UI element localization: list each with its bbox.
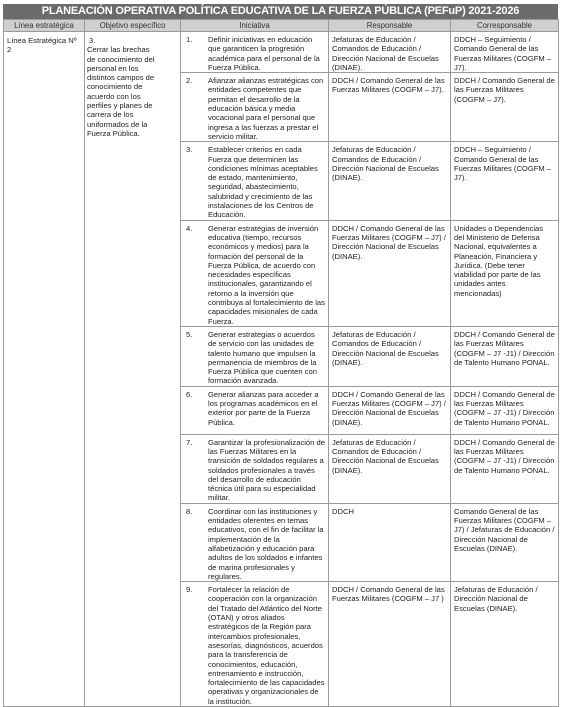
page-title: PLANEACIÓN OPERATIVA POLÍTICA EDUCATIVA DE LA FUERZA PÚBLICA (PEFuP) 2021-2026 <box>3 4 558 19</box>
corresponsable-cell: Comando General de las Fuerzas Militares (COGFM – J7) / Jefaturas de Educación / Dirección Nacional de Escuelas (DINAE). <box>451 503 559 581</box>
corresponsable-cell: Jefaturas de Educación / Dirección Nacional de Escuelas (DINAE). <box>451 582 559 707</box>
corresponsable-cell: DDCH / Comando General de las Fuerzas Militares (COGFM – J7 -J1) / Dirección de Talento Humano PONAL. <box>451 434 559 503</box>
iniciativa-cell <box>181 73 329 142</box>
iniciativa-cell <box>181 220 329 326</box>
iniciativa-text: Garantizar la profesionalización de las Fuerzas Militares en la transición de soldados regulares a soldados profesionales a través del desarrollo de educación técnica útil para su especialidad militar. <box>208 437 325 503</box>
header-linea-estrategica: Línea estratégica <box>4 20 85 32</box>
objetivo-cell <box>85 32 181 707</box>
iniciativa-text: Generar estrategias o acuerdos de servicio con las unidades de talento humano que impulsen la permanencia de miembros de la Fuerza Pública que cuenten con formación avanzada. <box>208 329 317 386</box>
iniciativa-number: 9. <box>186 585 193 595</box>
iniciativa-text: Fortalecer la relación de cooperación con la organización del Tratado del Atlántico del Norte (OTAN) y otros aliados estratégicos de la Región para intercambios profesionales, asesorías, diagnósticos, acuerdos para la transferencia de conocimientos, educación, entrenamiento e instrucción, fortalecimiento de las capacidades operativas y organizacionales de la institución. <box>208 585 325 706</box>
corresponsable-cell: DDCH / Comando General de las Fuerzas Militares (COGFM – J7 -J1) / Dirección de Talento Humano PONAL. <box>451 386 559 434</box>
table-row <box>4 32 559 73</box>
iniciativa-cell <box>181 582 329 707</box>
iniciativa-number: 7. <box>186 437 193 447</box>
linea-estrategica-cell: Línea Estratégica Nº 2 <box>4 32 85 707</box>
iniciativa-text: Generar estrategias de inversión educativa (tiempo, recursos económicos y medios) para la formación del personal de la Fuerza Pública, de acuerdo con necesidades específicas institucionales, garantizando el retorno a la inversión que contribuya al fortalecimiento de las capacidades misionales de cada Fuerza. <box>208 223 325 326</box>
iniciativa-number: 3. <box>186 145 193 155</box>
iniciativa-text: Coordinar con las instituciones y entidades oferentes en temas educativos, con el fin de facilitar la implementación de la alfabetización y educación para adultos de los soldados e infantes de marina profesionales y regulares. <box>208 506 324 581</box>
responsable-cell: Jefaturas de Educación / Comandos de Educación / Dirección Nacional de Escuelas (DINAE). <box>329 326 451 386</box>
header-corresponsable: Corresponsable <box>451 20 559 32</box>
responsable-cell: DDCH <box>329 503 451 581</box>
objetivo-text: Cerrar las brechas de conocimiento del personal en los distintos campos de conocimiento de acuerdo con los perfiles y planes de carrera de los uniformados de la Fuerza Pública. <box>87 45 155 138</box>
corresponsable-cell: DDCH – Seguimiento / Comando General de las Fuerzas Militares (COGFM – J7). <box>451 32 559 73</box>
responsable-cell: DDCH / Comando General de las Fuerzas Militares (COGFM – J7) / Dirección Nacional de Escuelas (DINAE). <box>329 386 451 434</box>
corresponsable-cell: DDCH / Comando General de las Fuerzas Militares (COGFM – J7 -J1) / Dirección de Talento Humano PONAL. <box>451 326 559 386</box>
iniciativa-cell <box>181 434 329 503</box>
header-objetivo-especifico: Objetivo específico <box>85 20 181 32</box>
iniciativa-number: 1. <box>186 35 193 44</box>
header-responsable: Responsable <box>329 20 451 32</box>
responsable-cell: Jefaturas de Educación / Comandos de Educación / Dirección Nacional de Escuelas (DINAE). <box>329 32 451 73</box>
iniciativa-number: 5. <box>186 329 193 339</box>
header-iniciativa: Iniciativa <box>181 20 329 32</box>
iniciativa-number: 6. <box>186 389 193 399</box>
corresponsable-cell: Unidades o Dependencias del Ministerio de Defensa Nacional, equivalentes a Planeación, Financiera y Jurídica. (Debe tener viabilidad por parte de las unidades antes mencionadas) <box>451 220 559 326</box>
iniciativa-cell <box>181 386 329 434</box>
iniciativa-cell <box>181 142 329 220</box>
iniciativa-cell <box>181 326 329 386</box>
objetivo-number: 3. <box>89 36 96 45</box>
iniciativa-number: 2. <box>186 76 193 86</box>
iniciativa-text: Generar alianzas para acceder a los programas académicos en el exterior por parte de la Fuerza Pública. <box>208 389 319 427</box>
responsable-cell: DDCH / Comando General de las Fuerzas Militares (COGFM – J7) / Dirección Nacional de Escuelas (DINAE). <box>329 220 451 326</box>
responsable-cell: Jefaturas de Educación / Comandos de Educación / Dirección Nacional de Escuelas (DINAE). <box>329 142 451 220</box>
operative-plan-table <box>3 19 559 707</box>
iniciativa-text: Establecer criterios en cada Fuerza que determinen las condiciones mínimas aceptables de estado, mantenimiento, seguridad, abastecimiento, salubridad y crecimiento de las instalaciones de los Centros de Educación. <box>208 145 318 220</box>
iniciativa-cell <box>181 503 329 581</box>
responsable-cell: DDCH / Comando General de las Fuerzas Militares (COGFM – J7). <box>329 73 451 142</box>
responsable-cell: Jefaturas de Educación / Comandos de Educación / Dirección Nacional de Escuelas (DINAE). <box>329 434 451 503</box>
iniciativa-cell <box>181 32 329 73</box>
responsable-cell: DDCH / Comando General de las Fuerzas Militares (COGFM – J7 ) <box>329 582 451 707</box>
document-page <box>3 4 558 707</box>
corresponsable-cell: DDCH / Comando General de las Fuerzas Militares (COGFM – J7). <box>451 73 559 142</box>
iniciativa-text: Definir iniciativas en educación que garanticen la progresión académica para el personal de la Fuerza Pública. <box>208 35 320 72</box>
iniciativa-number: 8. <box>186 506 193 516</box>
corresponsable-cell: DDCH – Seguimiento / Comando General de las Fuerzas Militares (COGFM – J7). <box>451 142 559 220</box>
iniciativa-number: 4. <box>186 223 193 233</box>
iniciativa-text: Afianzar alianzas estratégicas con entidades competentes que permitan el desarrollo de la educación básica y media vocacional para el personal que ingresa a las fuerzas a prestar el servicio militar. <box>208 76 324 141</box>
table-header-row <box>4 20 559 32</box>
